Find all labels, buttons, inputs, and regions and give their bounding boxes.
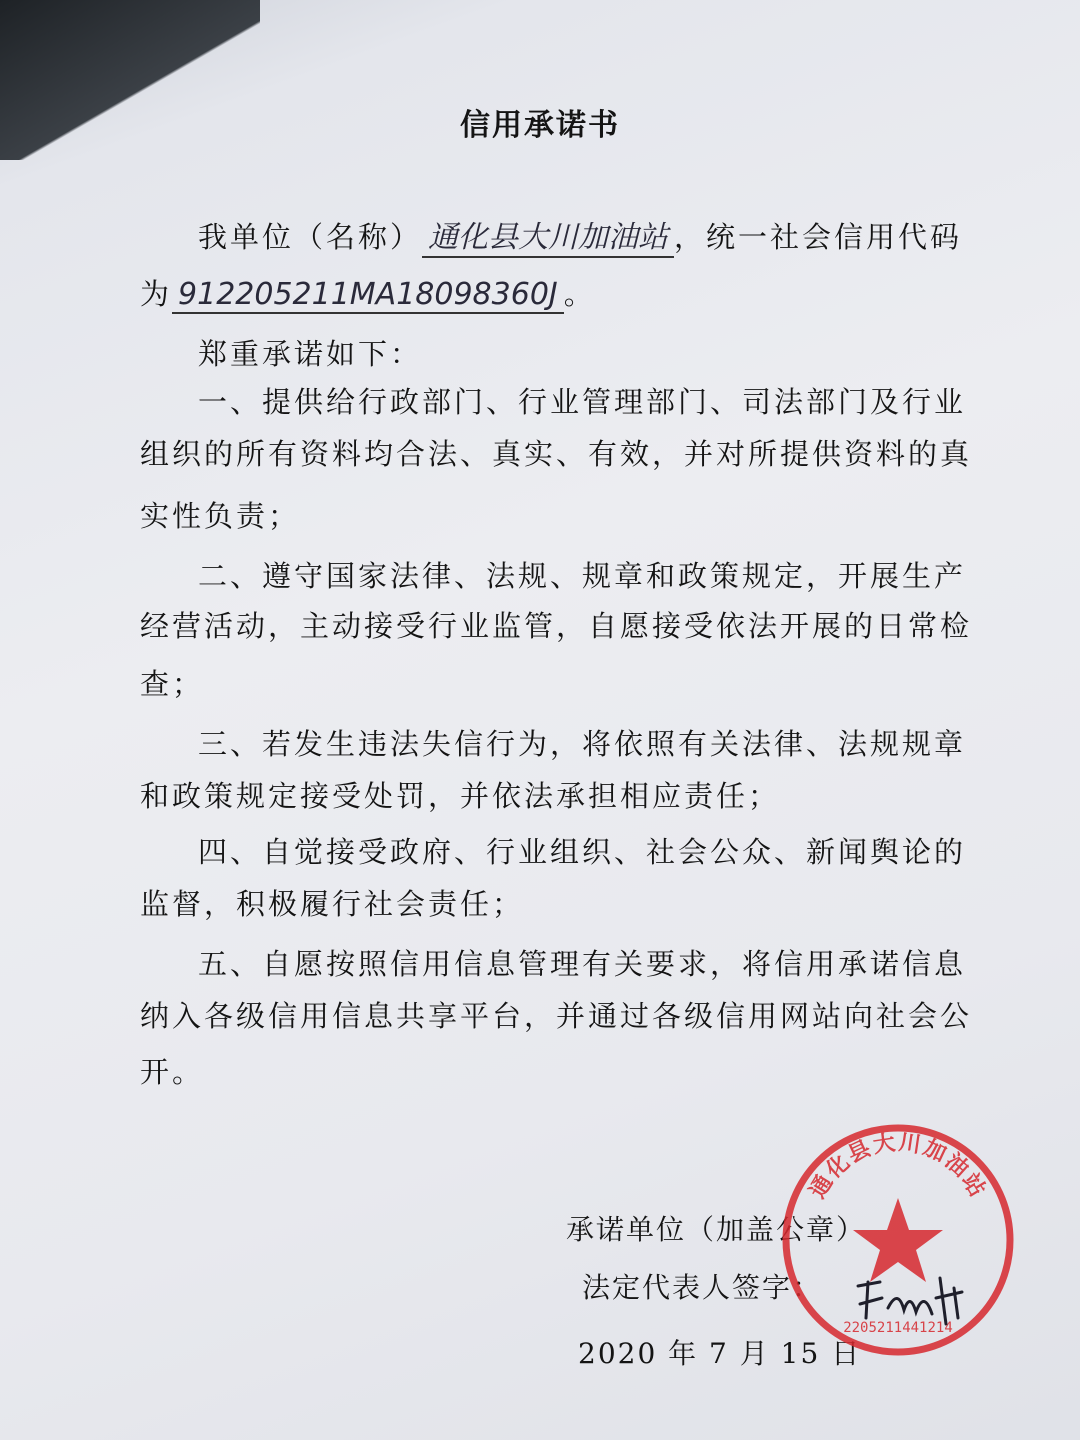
item-3-line-1: 三、若发生违法失信行为，将依照有关法律、法规规章 <box>198 727 967 761</box>
handwritten-signature-icon <box>850 1268 990 1328</box>
intro-line <box>198 212 962 258</box>
item-4-line-1: 四、自觉接受政府、行业组织、社会公众、新闻舆论的 <box>198 835 967 869</box>
promise-heading: 郑重承诺如下： <box>198 337 423 371</box>
sign-unit-label: 承诺单位（加盖公章） <box>566 1213 867 1246</box>
date-line: 2020 年 7 月 15 日 <box>578 1337 862 1370</box>
intro-suffix: ，统一社会信用代码 <box>674 220 963 254</box>
item-1-line-2: 组织的所有资料均合法、真实、有效，并对所提供资料的真 <box>140 437 973 471</box>
legal-rep-label: 法定代表人签字： <box>582 1271 823 1304</box>
unit-name-handwritten: 通化县大川加油站 <box>422 212 674 258</box>
code-line <box>140 272 596 314</box>
code-suffix: 。 <box>563 277 596 311</box>
intro-prefix: 我单位（名称） <box>198 220 423 254</box>
item-5-line-3: 开。 <box>140 1055 205 1089</box>
seal-text: 通化县大川加油站 <box>805 1130 991 1203</box>
item-2-line-2: 经营活动，主动接受行业监管，自愿接受依法开展的日常检 <box>140 609 973 643</box>
item-1-line-1: 一、提供给行政部门、行业管理部门、司法部门及行业 <box>198 385 967 419</box>
item-2-line-3: 查； <box>140 667 205 701</box>
seal-number: 2205211441214 <box>843 1320 953 1336</box>
item-4-line-2: 监督，积极履行社会责任； <box>140 887 525 921</box>
item-3-line-2: 和政策规定接受处罚，并依法承担相应责任； <box>140 779 781 813</box>
code-prefix: 为 <box>140 277 173 311</box>
item-2-line-1: 二、遵守国家法律、法规、规章和政策规定，开展生产 <box>198 559 967 593</box>
item-5-line-1: 五、自愿按照信用信息管理有关要求，将信用承诺信息 <box>198 947 967 981</box>
credit-code-handwritten: 912205211MA18098360J <box>172 277 564 314</box>
document-title: 信用承诺书 <box>460 108 620 143</box>
item-5-line-2: 纳入各级信用信息共享平台，并通过各级信用网站向社会公 <box>140 999 973 1033</box>
svg-text:通化县大川加油站 <box>805 1130 991 1203</box>
item-1-line-3: 实性负责； <box>140 499 301 533</box>
